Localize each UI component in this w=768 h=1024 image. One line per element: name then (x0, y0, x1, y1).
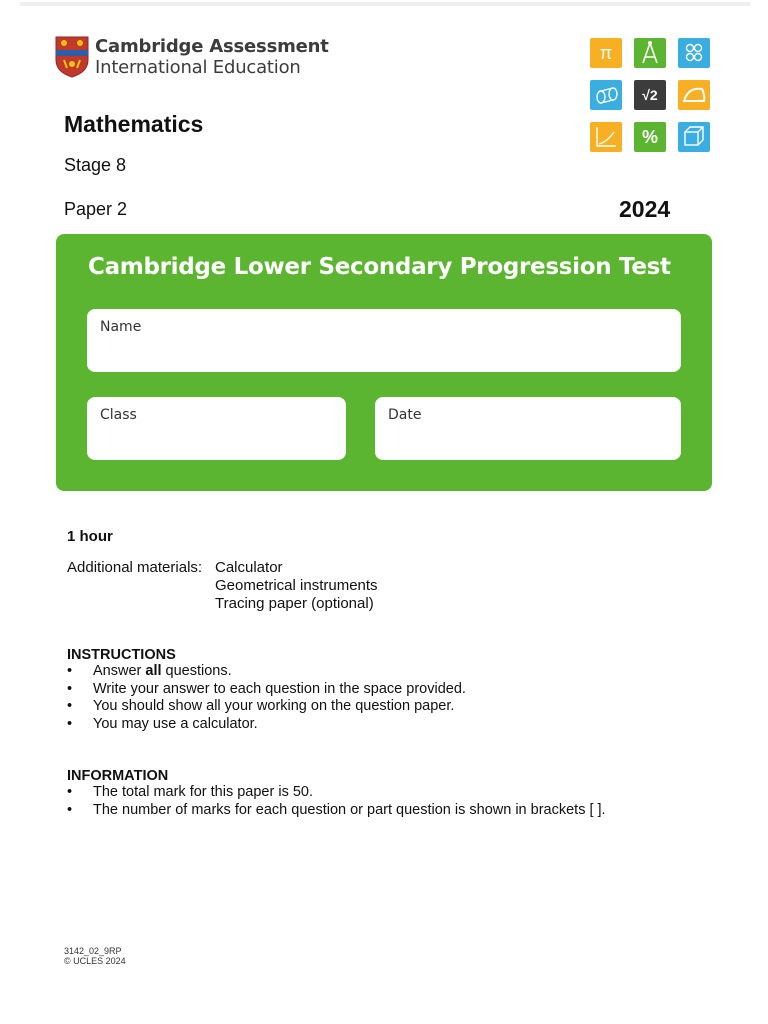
circles-grid-icon (678, 38, 710, 68)
additional-materials (67, 559, 378, 613)
stage-label: Stage 8 (64, 155, 127, 175)
copyright: © UCLES 2024 (64, 956, 126, 966)
date-field[interactable] (375, 397, 681, 460)
list-item: • Answer all questions. (67, 663, 466, 681)
list-item: • You may use a calculator. (67, 716, 466, 734)
instructions-list (67, 663, 466, 733)
instructions-heading: INSTRUCTIONS (67, 647, 176, 663)
information-list (67, 784, 606, 819)
year-label: 2024 (619, 196, 671, 222)
subject-title: Mathematics (64, 111, 204, 137)
percent-icon: % (634, 122, 666, 152)
list-item: • You should show all your working on the question paper. (67, 698, 466, 716)
date-label: Date (388, 407, 422, 423)
logo-line-2: International Education (95, 57, 301, 78)
name-label: Name (100, 319, 142, 335)
graph-icon (590, 122, 622, 152)
materials-label: Additional materials: (67, 559, 203, 576)
pi-icon: π (590, 38, 622, 68)
class-field[interactable] (87, 397, 346, 460)
name-field[interactable] (87, 309, 681, 372)
footer (64, 946, 126, 966)
logo-line-1: Cambridge Assessment (95, 36, 329, 57)
list-item: • The number of marks for each question or part question is shown in brackets [ ]. (67, 802, 606, 820)
top-rule (20, 2, 750, 6)
material-item: Calculator (215, 559, 283, 576)
paper-label: Paper 2 (64, 199, 128, 219)
cube-icon (678, 122, 710, 152)
material-item: Geometrical instruments (215, 577, 378, 594)
class-label: Class (100, 407, 137, 423)
duration: 1 hour (67, 528, 113, 545)
paper-code: 3142_02_9RP (64, 946, 122, 956)
protractor-icon (678, 80, 710, 110)
cambridge-logo (55, 36, 329, 78)
candidate-details-panel (56, 234, 712, 491)
list-item: • The total mark for this paper is 50. (67, 784, 606, 802)
square-root-icon: √2 (634, 80, 666, 110)
panel-title: Cambridge Lower Secondary Progression Test (88, 254, 671, 280)
material-item: Tracing paper (optional) (215, 595, 374, 612)
information-heading: INFORMATION (67, 768, 169, 784)
cambridge-crest-icon (55, 36, 89, 78)
cylinder-icon (590, 80, 622, 110)
compass-icon (634, 38, 666, 68)
list-item: • Write your answer to each question in the space provided. (67, 681, 466, 699)
